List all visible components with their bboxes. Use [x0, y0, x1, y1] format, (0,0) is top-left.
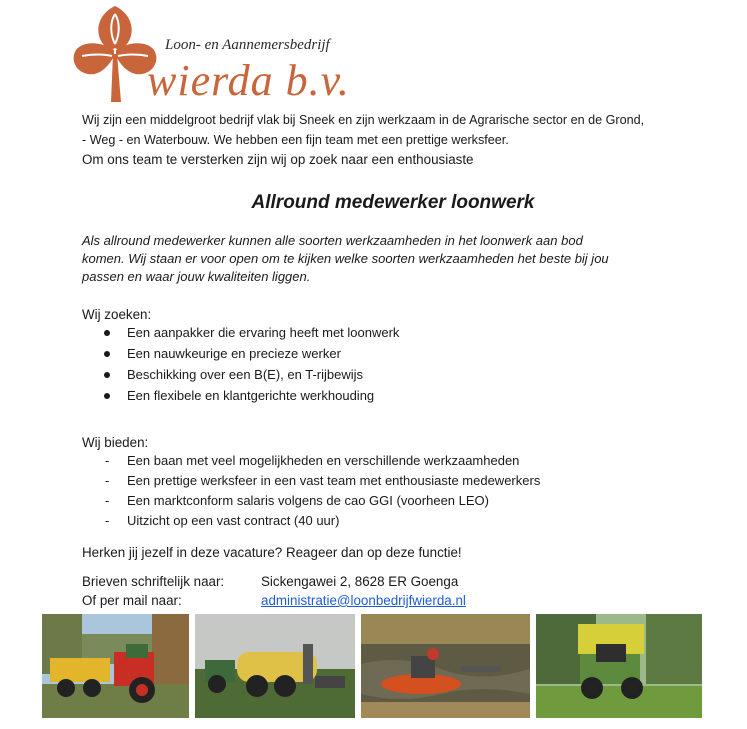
intro-line: Wij zijn een middelgroot bedrijf vlak bij Sneek en zijn werkzaam in de Agrarische sector en de Grond, [82, 113, 645, 127]
mail-label: Brieven schriftelijk naar: [82, 574, 225, 589]
photo-tractor-trailer [42, 614, 189, 718]
logo-company-name: wierda b.v. [147, 56, 350, 105]
offering-heading: Wij bieden: [82, 435, 149, 450]
list-item: Een aanpakker die ervaring heeft met loonwerk [104, 322, 399, 343]
seeking-list [104, 322, 399, 406]
photo-silage-wagon [536, 614, 702, 718]
seeking-heading: Wij zoeken: [82, 307, 152, 322]
offering-list [104, 451, 540, 531]
list-item: - Een marktconform salaris volgens de cao GGI (voorheen LEO) [104, 491, 540, 511]
list-item: Beschikking over een B(E), en T-rijbewijs [104, 364, 399, 385]
logo-subtitle: Loon- en Aannemersbedrijf [165, 37, 330, 53]
intro-paragraph [82, 111, 644, 150]
postal-address: Sickengawei 2, 8628 ER Goenga [261, 574, 459, 589]
company-logo [68, 4, 368, 104]
photo-slurry-tanker [195, 614, 355, 718]
job-description [82, 232, 609, 286]
list-item: - Een baan met veel mogelijkheden en verschillende werkzaamheden [104, 451, 540, 471]
team-line: Om ons team te versterken zijn wij op zoek naar een enthousiaste [82, 152, 474, 167]
list-item: - Uitzicht op een vast contract (40 uur) [104, 511, 540, 531]
call-to-action: Herken jij jezelf in deze vacature? Reageer dan op deze functie! [82, 545, 462, 560]
list-item: Een flexibele en klantgerichte werkhouding [104, 385, 399, 406]
list-item: - Een prettige werksfeer in een vast team met enthousiaste medewerkers [104, 471, 540, 491]
email-label: Of per mail naar: [82, 593, 182, 608]
intro-line: - Weg - en Waterbouw. We hebben een fijn team met een prettige werksfeer. [82, 133, 509, 147]
list-item: Een nauwkeurige en precieze werker [104, 343, 399, 364]
email-link[interactable]: administratie@loonbedrijfwierda.nl [261, 593, 466, 608]
description-line: passen en waar jouw kwaliteiten liggen. [82, 269, 311, 284]
photo-amphibious-mower [361, 614, 530, 718]
description-line: komen. Wij staan er voor open om te kijken welke soorten werkzaamheden het beste bij jou [82, 251, 609, 266]
job-title: Allround medewerker loonwerk [251, 192, 535, 213]
description-line: Als allround medewerker kunnen alle soorten werkzaamheden in het loonwerk aan bod [82, 233, 583, 248]
